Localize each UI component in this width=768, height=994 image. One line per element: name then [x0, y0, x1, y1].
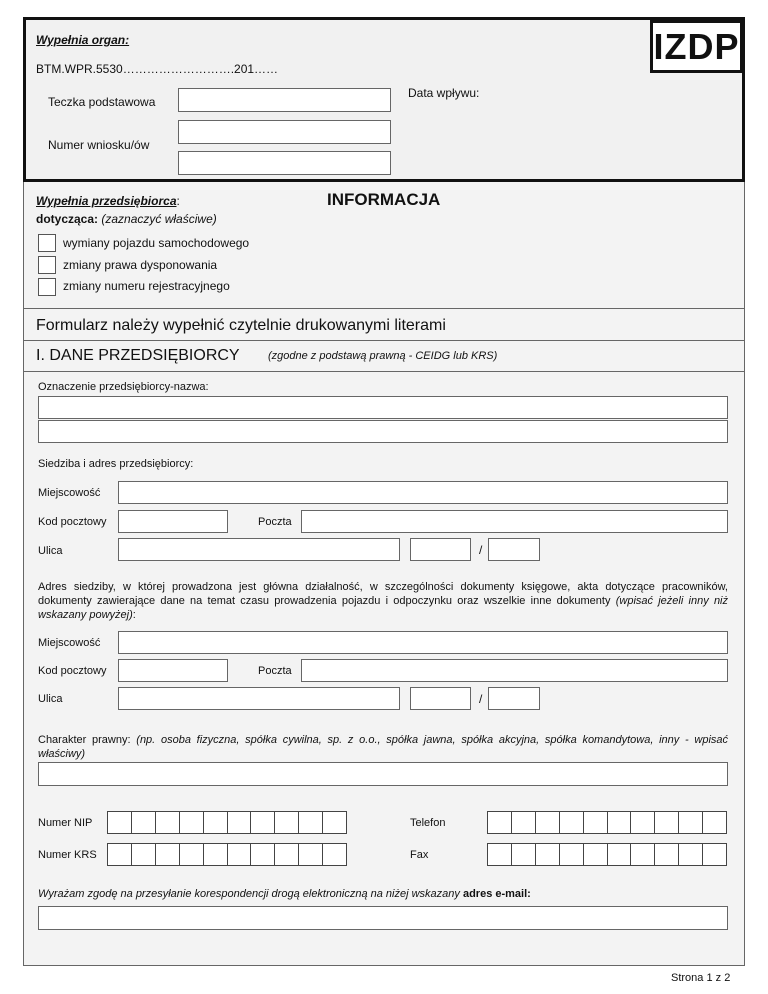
alt-post-office-field[interactable]	[301, 659, 728, 682]
alt-city-field[interactable]	[118, 631, 728, 654]
option-checkbox-disposal-right[interactable]	[38, 256, 56, 274]
postal-code-label: Kod pocztowy	[38, 516, 107, 528]
number-separator: /	[479, 543, 483, 557]
legal-form-description	[38, 733, 728, 761]
alt-address-colon: :	[132, 609, 136, 621]
alt-address-description	[38, 580, 728, 622]
phone-label: Telefon	[410, 817, 446, 829]
apartment-number-field[interactable]	[488, 538, 540, 561]
concerns-label: dotycząca:	[36, 212, 99, 226]
street-field[interactable]	[118, 538, 400, 561]
concerns-row	[36, 212, 217, 226]
alt-post-office-label: Poczta	[258, 665, 292, 677]
building-number-field[interactable]	[410, 538, 471, 561]
option-label-vehicle-replacement: wymiany pojazdu samochodowego	[63, 236, 250, 250]
receipt-date-label: Data wpływu:	[408, 86, 480, 100]
instruction-text: Formularz należy wypełnić czytelnie drukowanymi literami	[36, 317, 446, 334]
krs-cells[interactable]	[107, 843, 347, 866]
alt-postal-code-label: Kod pocztowy	[38, 665, 107, 677]
nip-cells[interactable]	[107, 811, 347, 834]
reference-number: BTM.WPR.5530……………………….201……	[36, 62, 279, 76]
fax-label: Fax	[410, 849, 429, 861]
authority-header: Wypełnia organ:	[36, 33, 130, 47]
option-label-registration-number: zmiany numeru rejestracyjnego	[63, 279, 230, 293]
city-field[interactable]	[118, 481, 728, 504]
alt-street-label: Ulica	[38, 693, 63, 705]
option-checkbox-vehicle-replacement[interactable]	[38, 234, 56, 252]
alt-street-field[interactable]	[118, 687, 400, 710]
divider	[24, 308, 744, 309]
legal-form-field[interactable]	[38, 762, 728, 786]
entrepreneur-name-field-1[interactable]	[38, 396, 728, 419]
alt-address-note: (wpisać jeżeli inny niż wskazany powyżej)	[38, 595, 729, 621]
seat-label: Siedziba i adres przedsiębiorcy:	[38, 458, 194, 470]
post-office-label: Poczta	[258, 516, 292, 528]
page-number: Strona 1 z 2	[671, 972, 731, 984]
application-number-label: Numer wniosku/ów	[48, 138, 150, 152]
alt-address-text: Adres siedziby, w której prowadzona jest główna działalność, w szczególności dokumenty księgowe, akta dotyczące pracowników, dokumenty zawierające dane na temat czasu prowadzenia pojazdu i odpoczynku oraz wszelkie inne dokumenty	[38, 581, 728, 607]
email-consent	[38, 888, 531, 900]
fax-cells[interactable]	[487, 843, 727, 866]
divider	[24, 371, 744, 372]
application-number-field-1[interactable]	[178, 120, 391, 144]
legal-form-note: (np. osoba fizyczna, spółka cywilna, sp. z o.o., spółka jawna, spółka akcyjna, spółka komandytowa, inny - wpisać właściwy)	[38, 734, 729, 760]
section1-note: (zgodne z podstawą prawną - CEIDG lub KRS)	[268, 350, 498, 362]
entrepreneur-header-row	[36, 194, 180, 208]
application-number-field-2[interactable]	[178, 151, 391, 175]
entrepreneur-header-colon: :	[176, 194, 180, 208]
email-consent-bold: adres e-mail:	[462, 888, 531, 900]
email-consent-text: Wyrażam zgodę na przesyłanie korespondencji drogą elektroniczną na niżej wskazany	[38, 888, 460, 900]
main-folder-field[interactable]	[178, 88, 391, 112]
option-label-disposal-right: zmiany prawa dysponowania	[63, 258, 218, 272]
city-label: Miejscowość	[38, 487, 101, 499]
postal-code-field[interactable]	[118, 510, 228, 533]
section1-title: I. DANE PRZEDSIĘBIORCY	[36, 347, 240, 364]
entrepreneur-name-label: Oznaczenie przedsiębiorcy-nazwa:	[38, 381, 209, 393]
main-folder-label: Teczka podstawowa	[48, 95, 156, 109]
krs-label: Numer KRS	[38, 849, 97, 861]
phone-cells[interactable]	[487, 811, 727, 834]
nip-label: Numer NIP	[38, 817, 93, 829]
alt-city-label: Miejscowość	[38, 637, 101, 649]
form-title: INFORMACJA	[327, 190, 441, 209]
legal-form-label: Charakter prawny:	[38, 734, 131, 746]
divider	[24, 340, 744, 341]
alt-postal-code-field[interactable]	[118, 659, 228, 682]
street-label: Ulica	[38, 545, 63, 557]
izdp-badge: IZDP	[650, 20, 743, 73]
post-office-field[interactable]	[301, 510, 728, 533]
entrepreneur-name-field-2[interactable]	[38, 420, 728, 443]
alt-apartment-number-field[interactable]	[488, 687, 540, 710]
email-field[interactable]	[38, 906, 728, 930]
option-checkbox-registration-number[interactable]	[38, 278, 56, 296]
alt-number-separator: /	[479, 692, 483, 706]
entrepreneur-header: Wypełnia przedsiębiorca	[36, 194, 177, 208]
alt-building-number-field[interactable]	[410, 687, 471, 710]
concerns-note: (zaznaczyć właściwe)	[101, 212, 217, 226]
